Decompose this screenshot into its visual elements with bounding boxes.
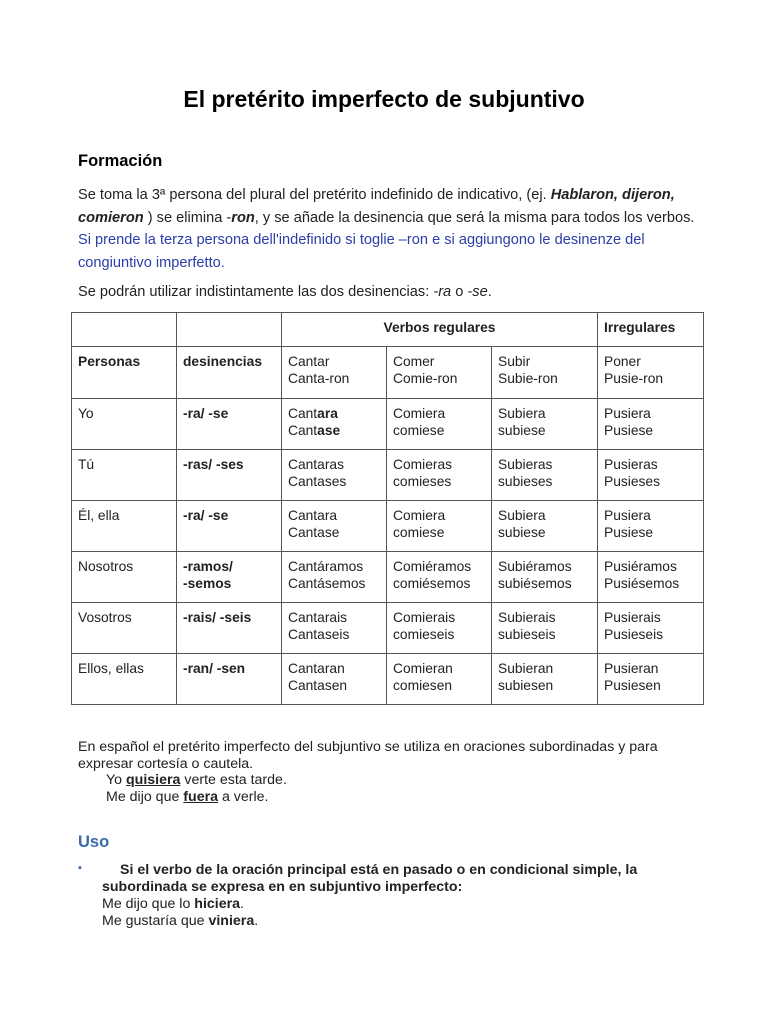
form-ra: Comieras bbox=[393, 457, 453, 472]
formacion-text-a: Se toma la 3ª persona del plural del pretérito indefinido de indicativo, (ej. bbox=[78, 187, 551, 203]
formacion-heading: Formación bbox=[78, 152, 163, 170]
form-ra: Comierais bbox=[393, 610, 456, 625]
formacion-text-c: , y se añade la desinencia que será la misma para todos los verbos. bbox=[254, 209, 695, 226]
example-text: Yo bbox=[106, 772, 126, 788]
example-text: Me dijo que bbox=[106, 789, 184, 805]
verb-stem: Canta-ron bbox=[288, 371, 350, 386]
form-se: subiese bbox=[498, 423, 546, 438]
form-ra: Comiera bbox=[393, 508, 446, 523]
form-ending: ara bbox=[317, 406, 338, 421]
form-ra bbox=[288, 558, 380, 575]
form-se: Pusiésemos bbox=[604, 576, 680, 591]
form-se: subieses bbox=[498, 474, 553, 489]
example-text: . bbox=[240, 896, 244, 912]
form-se: comiésemos bbox=[393, 576, 471, 591]
form-ra bbox=[288, 405, 380, 422]
uso-example-2 bbox=[102, 913, 702, 930]
verb-infinitive: Comer bbox=[393, 354, 435, 369]
verb-stem: Comie-ron bbox=[393, 371, 458, 386]
form-se bbox=[288, 575, 380, 592]
table-row bbox=[72, 450, 704, 501]
uso-rule bbox=[102, 862, 702, 930]
cell-persona: Yo bbox=[72, 399, 177, 450]
cell-poner bbox=[598, 603, 704, 654]
form-ra: Comiéramos bbox=[393, 559, 472, 574]
cell-comer bbox=[387, 399, 492, 450]
col-poner bbox=[598, 347, 704, 399]
col-comer bbox=[387, 347, 492, 399]
formacion-text-b: ) se elimina - bbox=[143, 209, 232, 226]
usage-intro: En español el pretérito imperfecto del subjuntivo se utiliza en oraciones subordinadas y para expresar cortesía o cautela. bbox=[78, 739, 658, 772]
page-title: El pretérito imperfecto de subjuntivo bbox=[183, 86, 585, 112]
form-ra: Pusieras bbox=[604, 457, 658, 472]
form-ra bbox=[288, 660, 380, 677]
example-text: Me gustaría que bbox=[102, 913, 209, 929]
form-se: subiesen bbox=[498, 678, 554, 693]
cell-persona: Nosotros bbox=[72, 552, 177, 603]
cell-comer bbox=[387, 552, 492, 603]
cell-cantar bbox=[282, 552, 387, 603]
table-row bbox=[72, 501, 704, 552]
form-ra bbox=[288, 609, 380, 626]
form-stem: Cantarais bbox=[288, 610, 348, 625]
cell-cantar bbox=[282, 654, 387, 705]
form-se: Pusiese bbox=[604, 423, 654, 438]
cell-desinencia bbox=[177, 399, 282, 450]
desinencias-end: . bbox=[487, 284, 492, 300]
form-se bbox=[288, 422, 380, 439]
cell-cantar bbox=[282, 399, 387, 450]
cell-desinencia bbox=[177, 501, 282, 552]
cell-comer bbox=[387, 501, 492, 552]
cell-comer bbox=[387, 654, 492, 705]
formacion-examples: Hablaron, dijeron, comieron bbox=[78, 187, 675, 226]
form-stem: Cantaran bbox=[288, 661, 345, 676]
uso-rule-lead: Si el verbo de la oración principal está en pasado o en condicional simple, la subordinada se expresa en en subjuntivo imperfecto: bbox=[102, 862, 638, 895]
form-stem: Cantaras bbox=[288, 457, 344, 472]
form-ra: Pusiéramos bbox=[604, 559, 677, 574]
form-stem: Cantáramos bbox=[288, 559, 364, 574]
cell-persona: Él, ella bbox=[72, 501, 177, 552]
verb-stem: Pusie-ron bbox=[604, 371, 664, 386]
form-se: comiese bbox=[393, 423, 445, 438]
form-ra: Subieras bbox=[498, 457, 553, 472]
cell-poner bbox=[598, 552, 704, 603]
table-row bbox=[72, 399, 704, 450]
form-ra: Subierais bbox=[498, 610, 556, 625]
form-ra: Pusiera bbox=[604, 406, 651, 421]
cell-subir bbox=[492, 501, 598, 552]
cell-desinencia bbox=[177, 654, 282, 705]
form-se bbox=[288, 524, 380, 541]
form-stem: Cantasen bbox=[288, 678, 348, 693]
form-se: subieseis bbox=[498, 627, 556, 642]
desinencia-line: -ras/ -ses bbox=[183, 457, 244, 472]
form-se bbox=[288, 677, 380, 694]
bullet-icon: ▪ bbox=[78, 862, 82, 874]
form-se bbox=[288, 473, 380, 490]
cell-subir bbox=[492, 552, 598, 603]
form-stem: Cantaseis bbox=[288, 627, 350, 642]
formacion-italian-note: Si prende la terza persona dell'indefinido si toglie –ron e si aggiungono le desinenze del congiuntivo imperfetto. bbox=[78, 232, 645, 271]
group-irregulares: Irregulares bbox=[598, 313, 704, 347]
desinencia-se: -se bbox=[467, 284, 488, 300]
form-ra: Pusierais bbox=[604, 610, 661, 625]
table-row bbox=[72, 654, 704, 705]
cell-persona: Ellos, ellas bbox=[72, 654, 177, 705]
example-text: Me dijo que lo bbox=[102, 896, 195, 912]
usage-example-2 bbox=[106, 789, 268, 805]
example-text: a verle. bbox=[218, 789, 269, 805]
cell-subir bbox=[492, 399, 598, 450]
form-ra bbox=[288, 456, 380, 473]
form-se: subiese bbox=[498, 525, 546, 540]
uso-heading: Uso bbox=[78, 833, 110, 851]
desinencias-o: o bbox=[451, 284, 468, 300]
form-se: Pusiesen bbox=[604, 678, 661, 693]
col-subir bbox=[492, 347, 598, 399]
form-se: subiésemos bbox=[498, 576, 572, 591]
desinencia-line: -ran/ -sen bbox=[183, 661, 246, 676]
table-row bbox=[72, 552, 704, 603]
form-ra: Pusieran bbox=[604, 661, 659, 676]
form-se: comieseis bbox=[393, 627, 455, 642]
desinencias-paragraph bbox=[78, 284, 492, 300]
form-se: Pusieseis bbox=[604, 627, 664, 642]
form-stem: Cantase bbox=[288, 525, 340, 540]
form-stem: Cantases bbox=[288, 474, 347, 489]
desinencia-ra: -ra bbox=[433, 284, 452, 300]
cell-poner bbox=[598, 654, 704, 705]
example-verb: viniera bbox=[208, 913, 255, 929]
form-ra: Subiéramos bbox=[498, 559, 572, 574]
col-desinencias: desinencias bbox=[177, 347, 282, 399]
example-text: . bbox=[254, 913, 259, 929]
example-verb: quisiera bbox=[126, 772, 181, 788]
form-ending: ase bbox=[317, 423, 341, 438]
conjugation-table bbox=[71, 312, 704, 705]
table-row bbox=[72, 603, 704, 654]
form-ra: Comieran bbox=[393, 661, 453, 676]
cell-persona: Vosotros bbox=[72, 603, 177, 654]
form-stem: Cant bbox=[288, 423, 318, 438]
form-se: comiese bbox=[393, 525, 445, 540]
cell-persona: Tú bbox=[72, 450, 177, 501]
desinencia-line: -ra/ -se bbox=[183, 406, 229, 421]
cell-desinencia bbox=[177, 552, 282, 603]
cell-cantar bbox=[282, 603, 387, 654]
formacion-ron: ron bbox=[231, 209, 255, 226]
table-column-header-row bbox=[72, 347, 704, 399]
form-se: comiesen bbox=[393, 678, 453, 693]
form-ra: Subiera bbox=[498, 406, 546, 421]
example-text: verte esta tarde. bbox=[180, 772, 287, 788]
desinencia-line: -ramos/ bbox=[183, 559, 233, 574]
cell-subir bbox=[492, 654, 598, 705]
example-verb: fuera bbox=[183, 789, 218, 805]
form-ra: Subieran bbox=[498, 661, 554, 676]
desinencias-text: Se podrán utilizar indistintamente las dos desinencias: bbox=[78, 284, 434, 300]
cell-cantar bbox=[282, 450, 387, 501]
cell-poner bbox=[598, 501, 704, 552]
cell-comer bbox=[387, 450, 492, 501]
table-group-header-row bbox=[72, 313, 704, 347]
desinencia-line: -rais/ -seis bbox=[183, 610, 252, 625]
form-se: Pusieses bbox=[604, 474, 660, 489]
col-personas: Personas bbox=[72, 347, 177, 399]
verb-infinitive: Poner bbox=[604, 354, 641, 369]
cell-desinencia bbox=[177, 603, 282, 654]
cell-subir bbox=[492, 450, 598, 501]
form-ra: Comiera bbox=[393, 406, 446, 421]
form-stem: Cantara bbox=[288, 508, 338, 523]
cell-poner bbox=[598, 450, 704, 501]
cell-cantar bbox=[282, 501, 387, 552]
example-verb: hiciera bbox=[194, 896, 241, 912]
table-cell-empty bbox=[177, 313, 282, 347]
cell-subir bbox=[492, 603, 598, 654]
col-cantar bbox=[282, 347, 387, 399]
desinencia-line: -semos bbox=[183, 576, 232, 591]
cell-desinencia bbox=[177, 450, 282, 501]
usage-example-1 bbox=[106, 772, 287, 788]
form-se bbox=[288, 626, 380, 643]
cell-poner bbox=[598, 399, 704, 450]
form-ra: Pusiera bbox=[604, 508, 651, 523]
form-stem: Cantásemos bbox=[288, 576, 366, 591]
verb-infinitive: Subir bbox=[498, 354, 531, 369]
form-se: Pusiese bbox=[604, 525, 654, 540]
form-ra: Subiera bbox=[498, 508, 546, 523]
form-se: comieses bbox=[393, 474, 452, 489]
table-cell-empty bbox=[72, 313, 177, 347]
form-stem: Cant bbox=[288, 406, 318, 421]
verb-infinitive: Cantar bbox=[288, 354, 330, 369]
uso-example-1 bbox=[102, 896, 702, 913]
form-ra bbox=[288, 507, 380, 524]
verb-stem: Subie-ron bbox=[498, 371, 558, 386]
formacion-paragraph bbox=[78, 184, 703, 274]
desinencia-line: -ra/ -se bbox=[183, 508, 229, 523]
group-verbos-regulares: Verbos regulares bbox=[282, 313, 598, 347]
cell-comer bbox=[387, 603, 492, 654]
